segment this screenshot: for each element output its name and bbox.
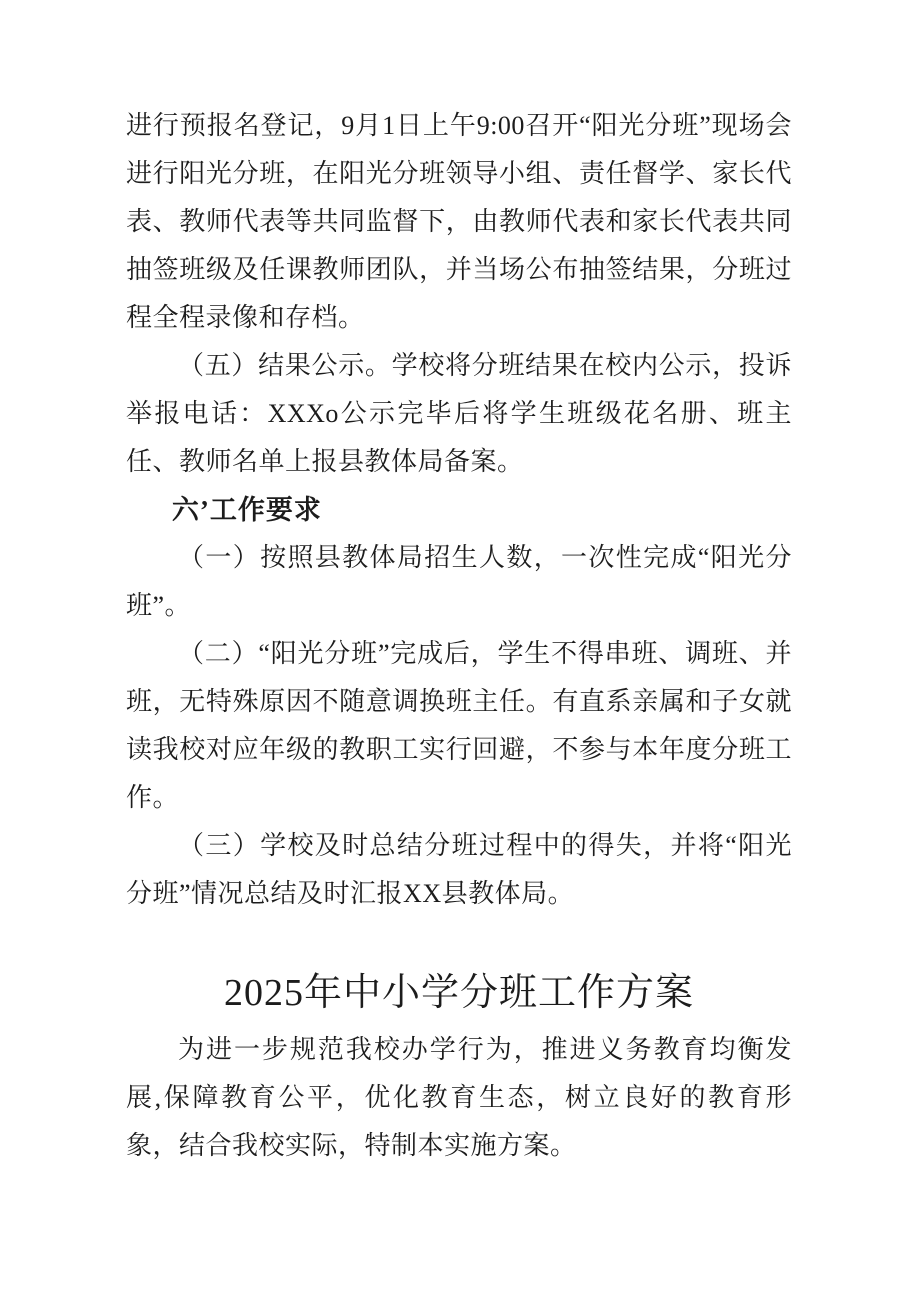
section-heading-work-requirements: 六’工作要求 — [171, 495, 322, 525]
paragraph-requirement-2: （二）“阳光分班”完成后，学生不得串班、调班、并班，无特殊原因不随意调换班主任。有直系亲属和子女就读我校对应年级的教职工实行回避，不参与本年度分班工作。 — [126, 639, 792, 812]
paragraph-requirement-3: （三）学校及时总结分班过程中的得失，并将“阳光分班”情况总结及时汇报XX县教体局。 — [126, 831, 792, 908]
paragraph-requirement-1: （一）按照县教体局招生人数，一次性完成“阳光分班”。 — [126, 543, 792, 620]
document-content — [126, 102, 792, 1170]
paragraph-sunshine-assignment-process: 进行预报名登记，9月1日上午9:00召开“阳光分班”现场会进行阳光分班，在阳光分班领导小组、责任督学、家长代表、教师代表等共同监督下，由教师代表和家长代表共同抽签班级及任课教师团队，并当场公布抽签结果，分班过程全程录像和存档。 — [126, 111, 792, 332]
paragraph-result-publicity: （五）结果公示。学校将分班结果在校内公示，投诉举报电话：XXXo公示完毕后将学生班级花名册、班主任、教师名单上报县教体局备案。 — [126, 351, 792, 476]
page-title: 2025年中小学分班工作方案 — [223, 972, 694, 1014]
paragraph-plan-intro: 为进一步规范我校办学行为，推进义务教育均衡发展,保障教育公平，优化教育生态，树立良好的教育形象，结合我校实际，特制本实施方案。 — [126, 1035, 792, 1160]
